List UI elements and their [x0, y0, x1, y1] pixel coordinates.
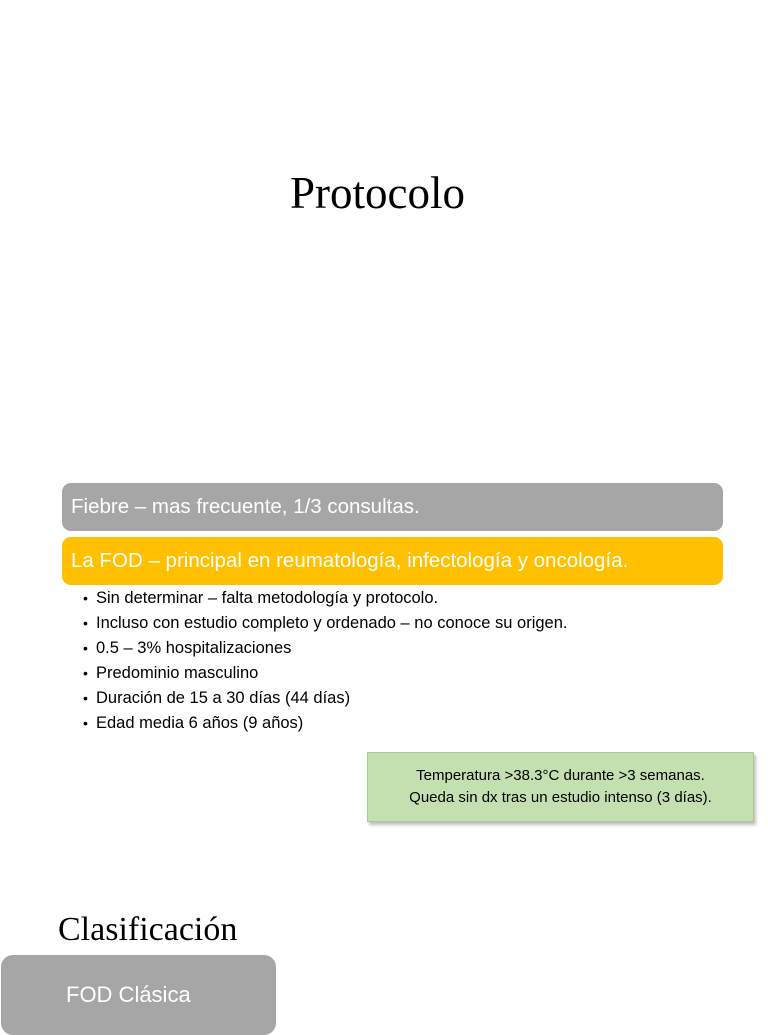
bullet-text: Edad media 6 años (9 años) — [96, 714, 304, 732]
note-line-2: Queda sin dx tras un estudio intenso (3 días). — [409, 789, 712, 806]
bullet-dot-icon: • — [83, 665, 88, 681]
slide-title: Protocolo — [290, 168, 465, 218]
bullet-item — [80, 586, 567, 611]
fod-clasica-label: FOD Clásica — [66, 982, 191, 1007]
bullet-dot-icon: • — [83, 590, 88, 606]
classification-heading: Clasificación — [58, 911, 238, 948]
bullet-text: Duración de 15 a 30 días (44 días) — [96, 689, 351, 707]
yellow-info-bar — [62, 537, 723, 585]
bullet-item — [80, 686, 567, 711]
bullet-dot-icon: • — [83, 715, 88, 731]
bullet-dot-icon: • — [83, 615, 88, 631]
gray-info-bar-text: Fiebre – mas frecuente, 1/3 consultas. — [71, 495, 420, 518]
bullet-text: Incluso con estudio completo y ordenado – no conoce su origen. — [96, 614, 568, 632]
fod-clasica-card — [1, 955, 276, 1035]
gray-info-bar — [62, 483, 723, 531]
bullet-item — [80, 661, 567, 686]
bullet-list — [80, 586, 567, 736]
bullet-text: 0.5 – 3% hospitalizaciones — [96, 639, 292, 657]
yellow-info-bar-text: La FOD – principal en reumatología, infectología y oncología. — [71, 549, 629, 572]
bullet-text: Predominio masculino — [96, 664, 259, 682]
bullet-item — [80, 611, 567, 636]
note-line-1: Temperatura >38.3°C durante >3 semanas. — [416, 767, 705, 784]
bullet-item — [80, 636, 567, 661]
bullet-item — [80, 711, 567, 736]
bullet-dot-icon: • — [83, 690, 88, 706]
bullet-text: Sin determinar – falta metodología y protocolo. — [96, 589, 439, 607]
bullet-dot-icon: • — [83, 640, 88, 656]
definition-note-box — [367, 752, 754, 822]
